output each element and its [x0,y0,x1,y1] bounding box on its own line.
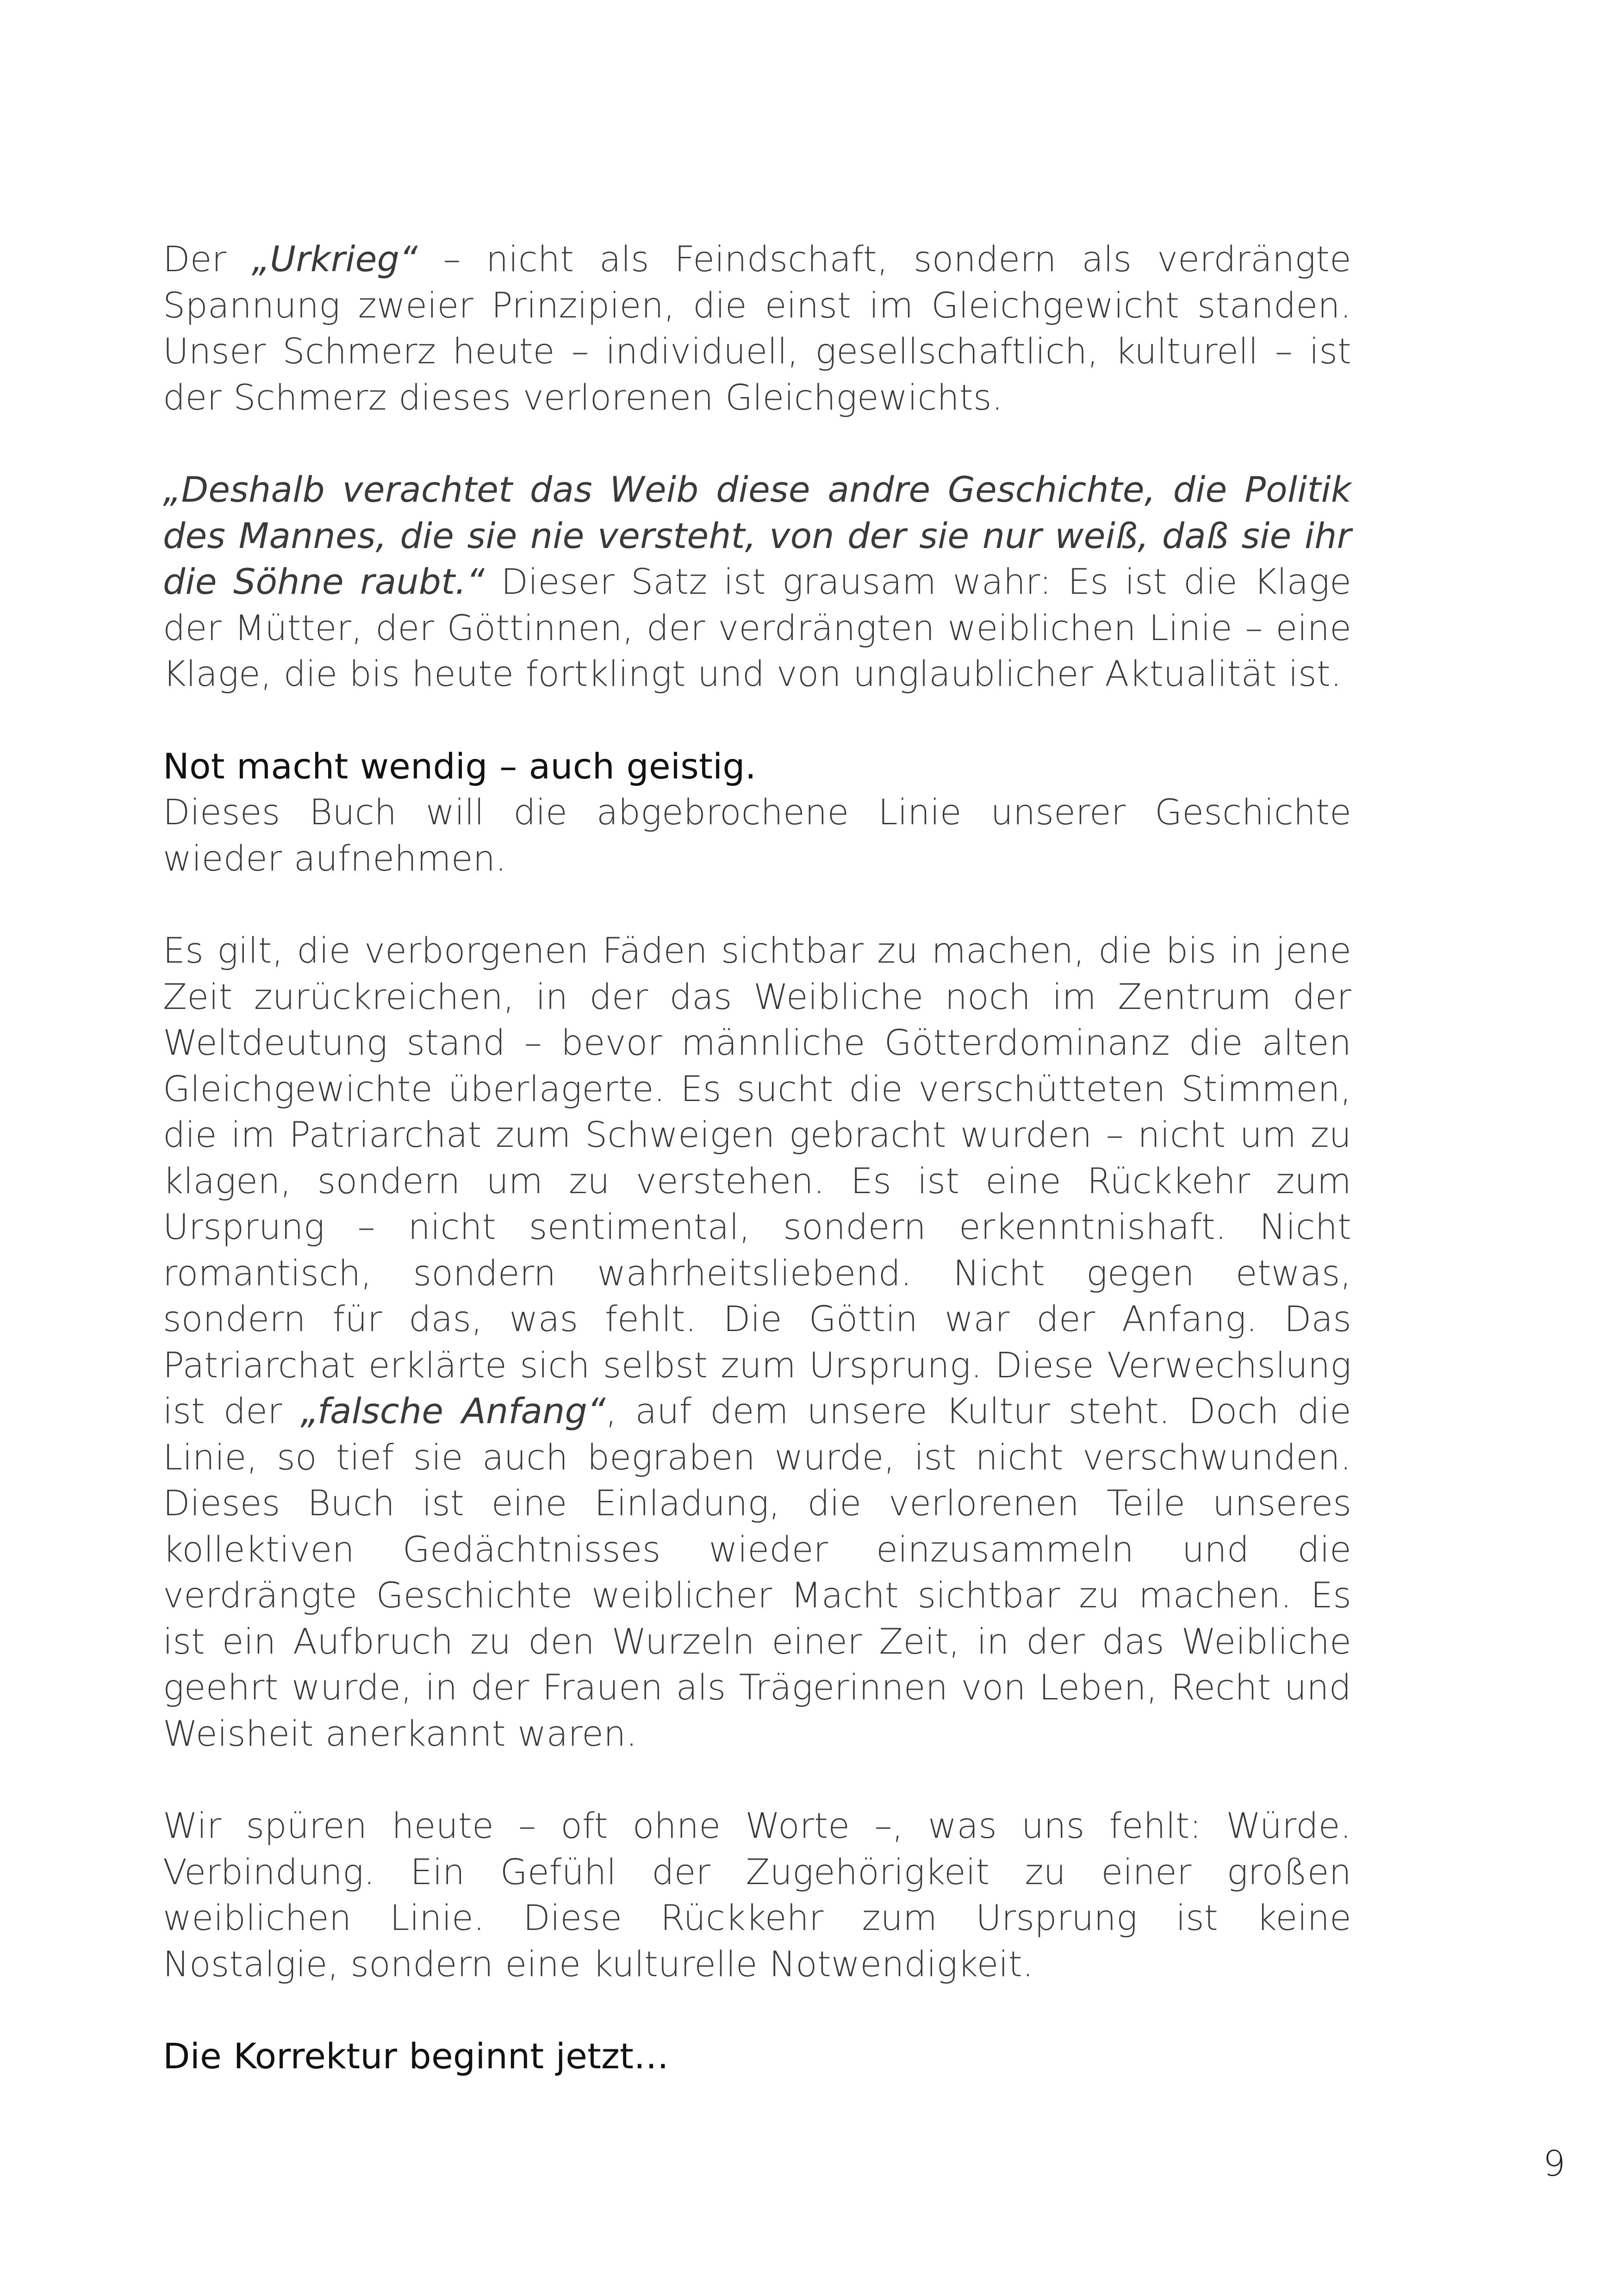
paragraph-wir-spueren: Wir spüren heute – oft ohne Worte –, was uns fehlt: Würde. Verbindung. Ein Gefühl der Zugehörigkeit zu einer großen weiblichen Linie. Diese Rückkehr zum Ursprung ist keine Nostalgie, sondern eine kulturelle Notwendigkeit. [163,1805,1351,1985]
text-run: Dieser Satz ist grausam wahr: Es ist die Klage der Mütter, der Göttinnen, der verdrängten weiblichen Linie – eine Klage, die bis heute fortklingt und von unglaublicher Aktualität ist. [163,561,1351,694]
text-run: – nicht als Feindschaft, sondern als verdrängte Spannung zweier Prinzipien, die einst im Gleichgewicht standen. Unser Schmerz heute – individuell, gesellschaftlich, kulturell – ist der Schmerz dieses verlorenen Gleichgewichts. [163,238,1352,418]
italic-term-urkrieg: „Urkrieg“ [251,238,418,280]
paragraph-text: Dieses Buch will die abgebrochene Linie unserer Geschichte wieder aufnehmen. [163,791,1351,879]
text-run: Der [163,238,252,280]
paragraph-verborgene-faeden [163,927,1351,1756]
text-run: , auf dem unsere Kultur steht. Doch die Linie, so tief sie auch begraben wurde, ist nicht verschwunden. Dieses Buch ist eine Einladung, die verlorenen Teile unseres kollektiven Gedächtnisses wieder einzusammeln und die verdrängte Geschichte weiblicher Macht sichtbar zu machen. Es ist ein Aufbruch zu den Wurzeln einer Zeit, in der das Weibliche geehrt wurde, in der Frauen als Trägerinnen von Leben, Recht und Weisheit anerkannt waren. [163,1390,1351,1754]
closing-line: Die Korrektur beginnt jetzt… [163,2035,669,2077]
paragraph-urkrieg [163,236,1351,420]
italic-term-falscher-anfang: „falsche Anfang“ [300,1390,606,1431]
body-text [163,236,1351,2079]
emphasis-heading: Not macht wendig – auch geistig. [163,745,757,787]
paragraph-quote [163,467,1351,697]
text-run: Es gilt, die verborgenen Fäden sichtbar zu machen, die bis in jene Zeit zurückreichen, in der das Weibliche noch im Zentrum der Weltdeutung stand – bevor männliche Götterdominanz die alten Gleichgewichte überlagerte. Es sucht die verschütteten Stimmen, die im Patriarchat zum Schweigen gebracht wurden – nicht um zu klagen, sondern um zu verstehen. Es ist eine Rückkehr zum Ursprung – nicht sentimental, sondern erkenntnishaft. Nicht romantisch, sondern wahrheitsliebend. Nicht gegen etwas, sondern für das, was fehlt. Die Göttin war der Anfang. Das Patriarchat erklärte sich selbst zum Ursprung. Diese Verwechslung ist der [163,930,1351,1431]
page-number: 9 [1543,2143,1566,2184]
paragraph-not-macht-wendig [163,743,1351,882]
italic-quote: „Deshalb verachtet das Weib diese andre Geschichte, die Politik des Mannes, die sie nie versteht, von der sie nur weiß, daß sie ihr die Söhne raubt.“ [163,469,1351,602]
